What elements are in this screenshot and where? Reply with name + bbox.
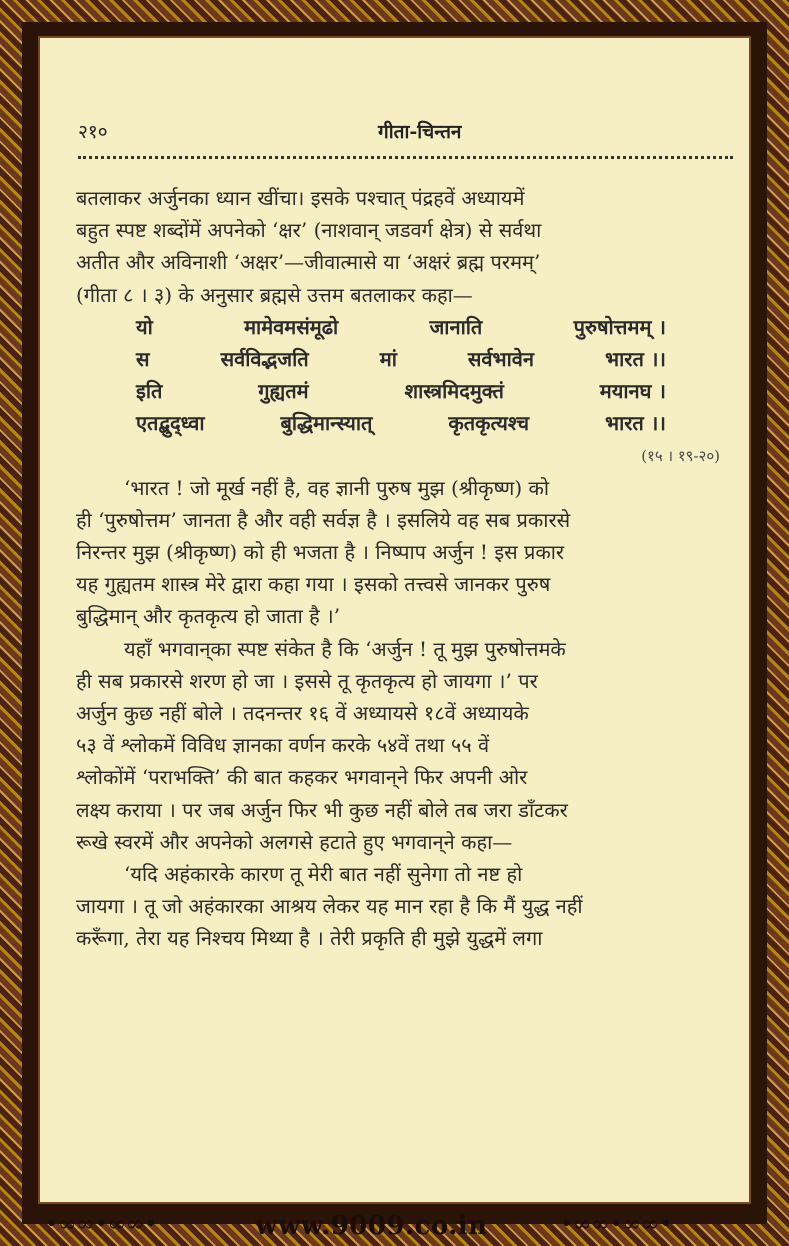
text-line: यहाँ भगवान्‌का स्पष्ट संकेत है कि ‘अर्जुन ! तू मुझ पुरुषोत्तमके [124, 636, 566, 661]
verse-line [136, 407, 666, 439]
text-line: निरन्तर मुझ (श्रीकृष्ण) को ही भजता है । निष्पाप अर्जुन ! इस प्रकार [76, 540, 565, 565]
book-page [38, 36, 751, 1204]
verse-word: स [136, 346, 150, 371]
page-body [76, 182, 726, 955]
text-line: जायगा । तू जो अहंकारका आश्रय लेकर यह मान रहा है कि मैं युद्ध नहीं [76, 894, 583, 919]
text-line: श्लोकोंमें ‘पराभक्ति’ की बात कहकर भगवान्‌ने फिर अपनी ओर [76, 765, 528, 790]
text-line: बहुत स्पष्ट शब्दोंमें अपनेको ‘क्षर’ (नाशवान् जडवर्ग क्षेत्र) से सर्वथा [76, 218, 542, 243]
text-line: अर्जुन कुछ नहीं बोले । तदनन्तर १६ वें अध्यायसे १८वें अध्यायके [76, 701, 529, 725]
ornament-right: •∞∞•∞∞• [560, 1212, 673, 1237]
text-line: अतीत और अविनाशी ‘अक्षर’—जीवात्मासे या ‘अक्षरं ब्रह्म परमम्’ [76, 250, 541, 275]
page-header [78, 118, 718, 148]
text-line: यह गुह्यतम शास्त्र मेरे द्वारा कहा गया । इसको तत्त्वसे जानकर पुरुष [76, 572, 551, 597]
verse-word: मामेवमसंमूढो [244, 314, 339, 339]
text-line: करूँगा, तेरा यह निश्चय मिथ्या है । तेरी प्रकृति ही मुझे युद्धमें लगा [76, 926, 543, 951]
verse-line [136, 343, 666, 375]
verse-word: सर्वभावेन [467, 346, 535, 371]
site-footer [0, 1208, 789, 1244]
verse-word: मयानघ । [599, 379, 666, 404]
verse-word: भारत ।। [605, 346, 666, 371]
text-line: बुद्धिमान् और कृतकृत्य हो जाता है ।’ [76, 604, 341, 629]
verse-word: इति [136, 379, 163, 404]
verse-word: कृतकृत्यश्च [448, 411, 530, 436]
verse-word: जानाति [429, 314, 483, 339]
page-number: २१० [78, 121, 108, 143]
verse-word: बुद्धिमान्स्यात् [280, 411, 373, 436]
verse-word: सर्वविद्भजति [220, 346, 309, 371]
verse-word: एतद्बुद्ध्वा [136, 411, 205, 436]
text-line: ही ‘पुरुषोत्तम’ जानता है और वही सर्वज्ञ है । इसलिये वह सब प्रकारसे [76, 507, 571, 532]
text-line: ५३ वें श्लोकमें विविध ज्ञानका वर्णन करके ५४वें तथा ५५ वें [76, 733, 490, 758]
text-line: लक्ष्य कराया । पर जब अर्जुन फिर भी कुछ नहीं बोले तब जरा डाँटकर [76, 797, 568, 822]
header-divider [78, 156, 733, 163]
verse-word: शास्त्रमिदमुक्तं [404, 379, 504, 404]
running-title: गीता-चिन्तन [378, 121, 462, 143]
text-line: बतलाकर अर्जुनका ध्यान खींचा। इसके पश्चात् पंद्रहवें अध्यायमें [76, 186, 525, 210]
text-line: ‘भारत ! जो मूर्ख नहीं है, वह ज्ञानी पुरुष मुझ (श्रीकृष्ण) को [124, 475, 550, 500]
verse-word: यो [136, 314, 153, 339]
verse-word: भारत ।। [605, 411, 666, 436]
website-link[interactable]: www.9009.co.in [255, 1211, 488, 1241]
verse-line [136, 311, 666, 343]
text-line: ‘यदि अहंकारके कारण तू मेरी बात नहीं सुनेगा तो नष्ट हो [124, 861, 523, 886]
ornament-left: •∞∞•∞∞• [45, 1212, 158, 1237]
verse-line [136, 375, 666, 407]
text-line: रूखे स्वरमें और अपनेको अलगसे हटाते हुए भगवान्‌ने कहा— [76, 829, 513, 854]
verse-word: पुरुषोत्तमम् । [573, 314, 666, 339]
text-line: (गीता ८ । ३) के अनुसार ब्रह्मसे उत्तम बतलाकर कहा— [76, 282, 473, 307]
verse-word: मां [379, 346, 397, 371]
verse-reference: (१५ । १९-२०) [641, 446, 720, 465]
verse-word: गुह्यतमं [258, 379, 309, 404]
text-line: ही सब प्रकारसे शरण हो जा । इससे तू कृतकृत्य हो जायगा ।’ पर [76, 668, 538, 693]
